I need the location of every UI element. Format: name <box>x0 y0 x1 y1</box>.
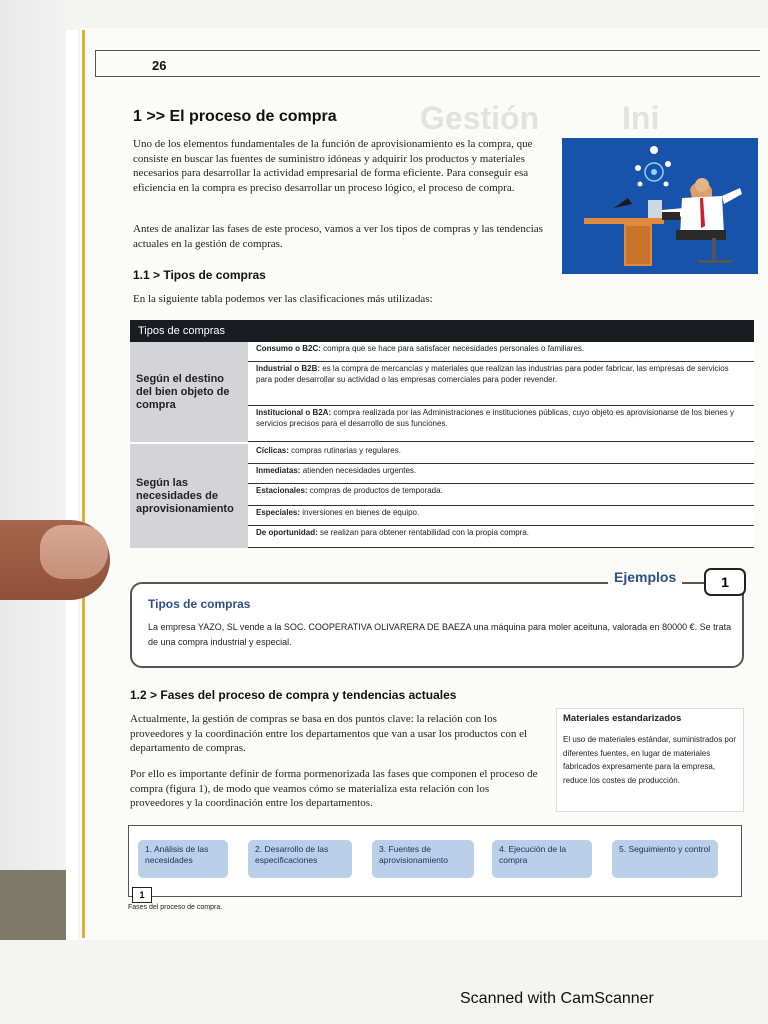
table-group-necesidades <box>130 444 248 548</box>
table-row <box>248 362 754 406</box>
table-row-text: atienden necesidades urgentes. <box>300 466 417 475</box>
table-row <box>248 406 754 442</box>
examples-number-badge: 1 <box>704 568 746 596</box>
bleed-through-text: Gestión <box>420 100 540 136</box>
scanner-watermark: Scanned with CamScanner <box>460 990 654 1007</box>
subsection-title-types: 1.1 > Tipos de compras <box>133 268 266 282</box>
table-row-term: Especiales: <box>256 508 301 517</box>
header-rule-left <box>95 50 96 76</box>
scan-paper-edge <box>66 30 78 940</box>
table-row-text: compra que se hace para satisfacer necesidades personales o familiares. <box>320 344 585 353</box>
header-rule-top <box>95 50 760 51</box>
header-rule-bottom <box>95 76 760 77</box>
table-row-text: compras de productos de temporada. <box>307 486 443 495</box>
table-row <box>248 506 754 526</box>
phases-paragraph-2: Por ello es importante definir de forma pormenorizada las fases que componen el proceso de compra (figura 1), de modo que veamos cómo se materializa esta relación con los proveedores y la coordinación entre los departamentos. <box>130 768 538 809</box>
table-row-text: compras rutinarias y regulares. <box>288 446 401 455</box>
scan-background-left <box>0 0 66 940</box>
phase-step: 4. Ejecución de la compra <box>492 840 592 878</box>
table-row <box>248 444 754 464</box>
table-row-text: inversiones en bienes de equipo. <box>300 508 420 517</box>
table-row-text: se realizan para obtener rentabilidad con la propia compra. <box>317 528 530 537</box>
table-row-term: Industrial o B2B: <box>256 364 321 373</box>
businessman-illustration <box>562 138 758 274</box>
examples-text: La empresa YAZO, SL vende a la SOC. COOPERATIVA OLIVARERA DE BAEZA una máquina para moler aceituna, valorada en 80000 €. Se trata de una compra industrial y especial. <box>148 622 732 647</box>
fingernail-photo <box>40 525 108 579</box>
phases-paragraph: Actualmente, la gestión de compras se basa en dos puntos clave: la relación con los proveedores y la coordinación entre los departamentos que van a usar los productos con el departamento de compras. <box>130 713 528 754</box>
sidebar-note-text: El uso de materiales estándar, suministrados por diferentes fuentes, en lugar de materiales fabricados expresamente para la empresa, reduce los costes de producción. <box>563 735 736 785</box>
table-row-term: Institucional o B2A: <box>256 408 332 417</box>
table-row-term: De oportunidad: <box>256 528 318 537</box>
scan-background-photo <box>0 870 66 940</box>
figure-number-badge: 1 <box>132 887 152 903</box>
table-header: Tipos de compras <box>130 320 754 342</box>
sidebar-note-title: Materiales estandarizados <box>563 713 682 724</box>
subsection-title-phases: 1.2 > Fases del proceso de compra y tendencias actuales <box>130 688 457 702</box>
figure-caption: Fases del proceso de compra. <box>128 904 223 911</box>
table-group-label: Según las necesidades de aprovisionamiento <box>136 476 234 515</box>
phase-step: 2. Desarrollo de las especificaciones <box>248 840 352 878</box>
table-row <box>248 464 754 484</box>
phase-step: 5. Seguimiento y control <box>612 840 718 878</box>
page-binding-line <box>82 30 85 938</box>
table-row <box>248 484 754 506</box>
table-group-destino <box>130 342 248 442</box>
table-row-term: Cíclicas: <box>256 446 289 455</box>
table-row-term: Estacionales: <box>256 486 308 495</box>
section-title: 1 >> El proceso de compra <box>133 108 337 125</box>
examples-label: Ejemplos <box>608 569 682 585</box>
table-row <box>248 342 754 362</box>
table-intro-text: En la siguiente tabla podemos ver las clasificaciones más utilizadas: <box>133 293 433 305</box>
bleed-through-text-right: Ini <box>622 100 660 136</box>
table-row-term: Inmediatas: <box>256 466 301 475</box>
table-row-text: es la compra de mercancías y materiales que realizan las industrias para poder fabricar, las empresas de servicios para poder desarrollar su actividad o las empresas comerciales para poder revender. <box>256 364 729 384</box>
table-row <box>248 526 754 548</box>
phase-step: 3. Fuentes de aprovisionamiento <box>372 840 474 878</box>
examples-title: Tipos de compras <box>148 597 251 611</box>
table-group-label: Según el destino del bien objeto de compra <box>136 372 230 411</box>
page-number: 26 <box>152 58 167 73</box>
table-row-term: Consumo o B2C: <box>256 344 321 353</box>
intro-paragraph-2: Antes de analizar las fases de este proceso, vamos a ver los tipos de compras y las tendencias actuales en la gestión de compras. <box>133 223 543 250</box>
phase-step: 1. Análisis de las necesidades <box>138 840 228 878</box>
intro-paragraph: Uno de los elementos fundamentales de la función de aprovisionamiento es la compra, que consiste en buscar las fuentes de suministro idóneas y adquirir los productos y materiales necesarios para desarrollar la actividad empresarial de forma eficiente. Para conseguir esa eficiencia en la compra es preciso desarrollar un proceso lógico, el proceso de compra. <box>133 138 533 194</box>
table-row-text: compra realizada por las Administraciones e instituciones públicas, cuyo objeto es aprovisionarse de los bienes y servicios precisos para el desarrollo de sus funciones. <box>256 408 735 428</box>
